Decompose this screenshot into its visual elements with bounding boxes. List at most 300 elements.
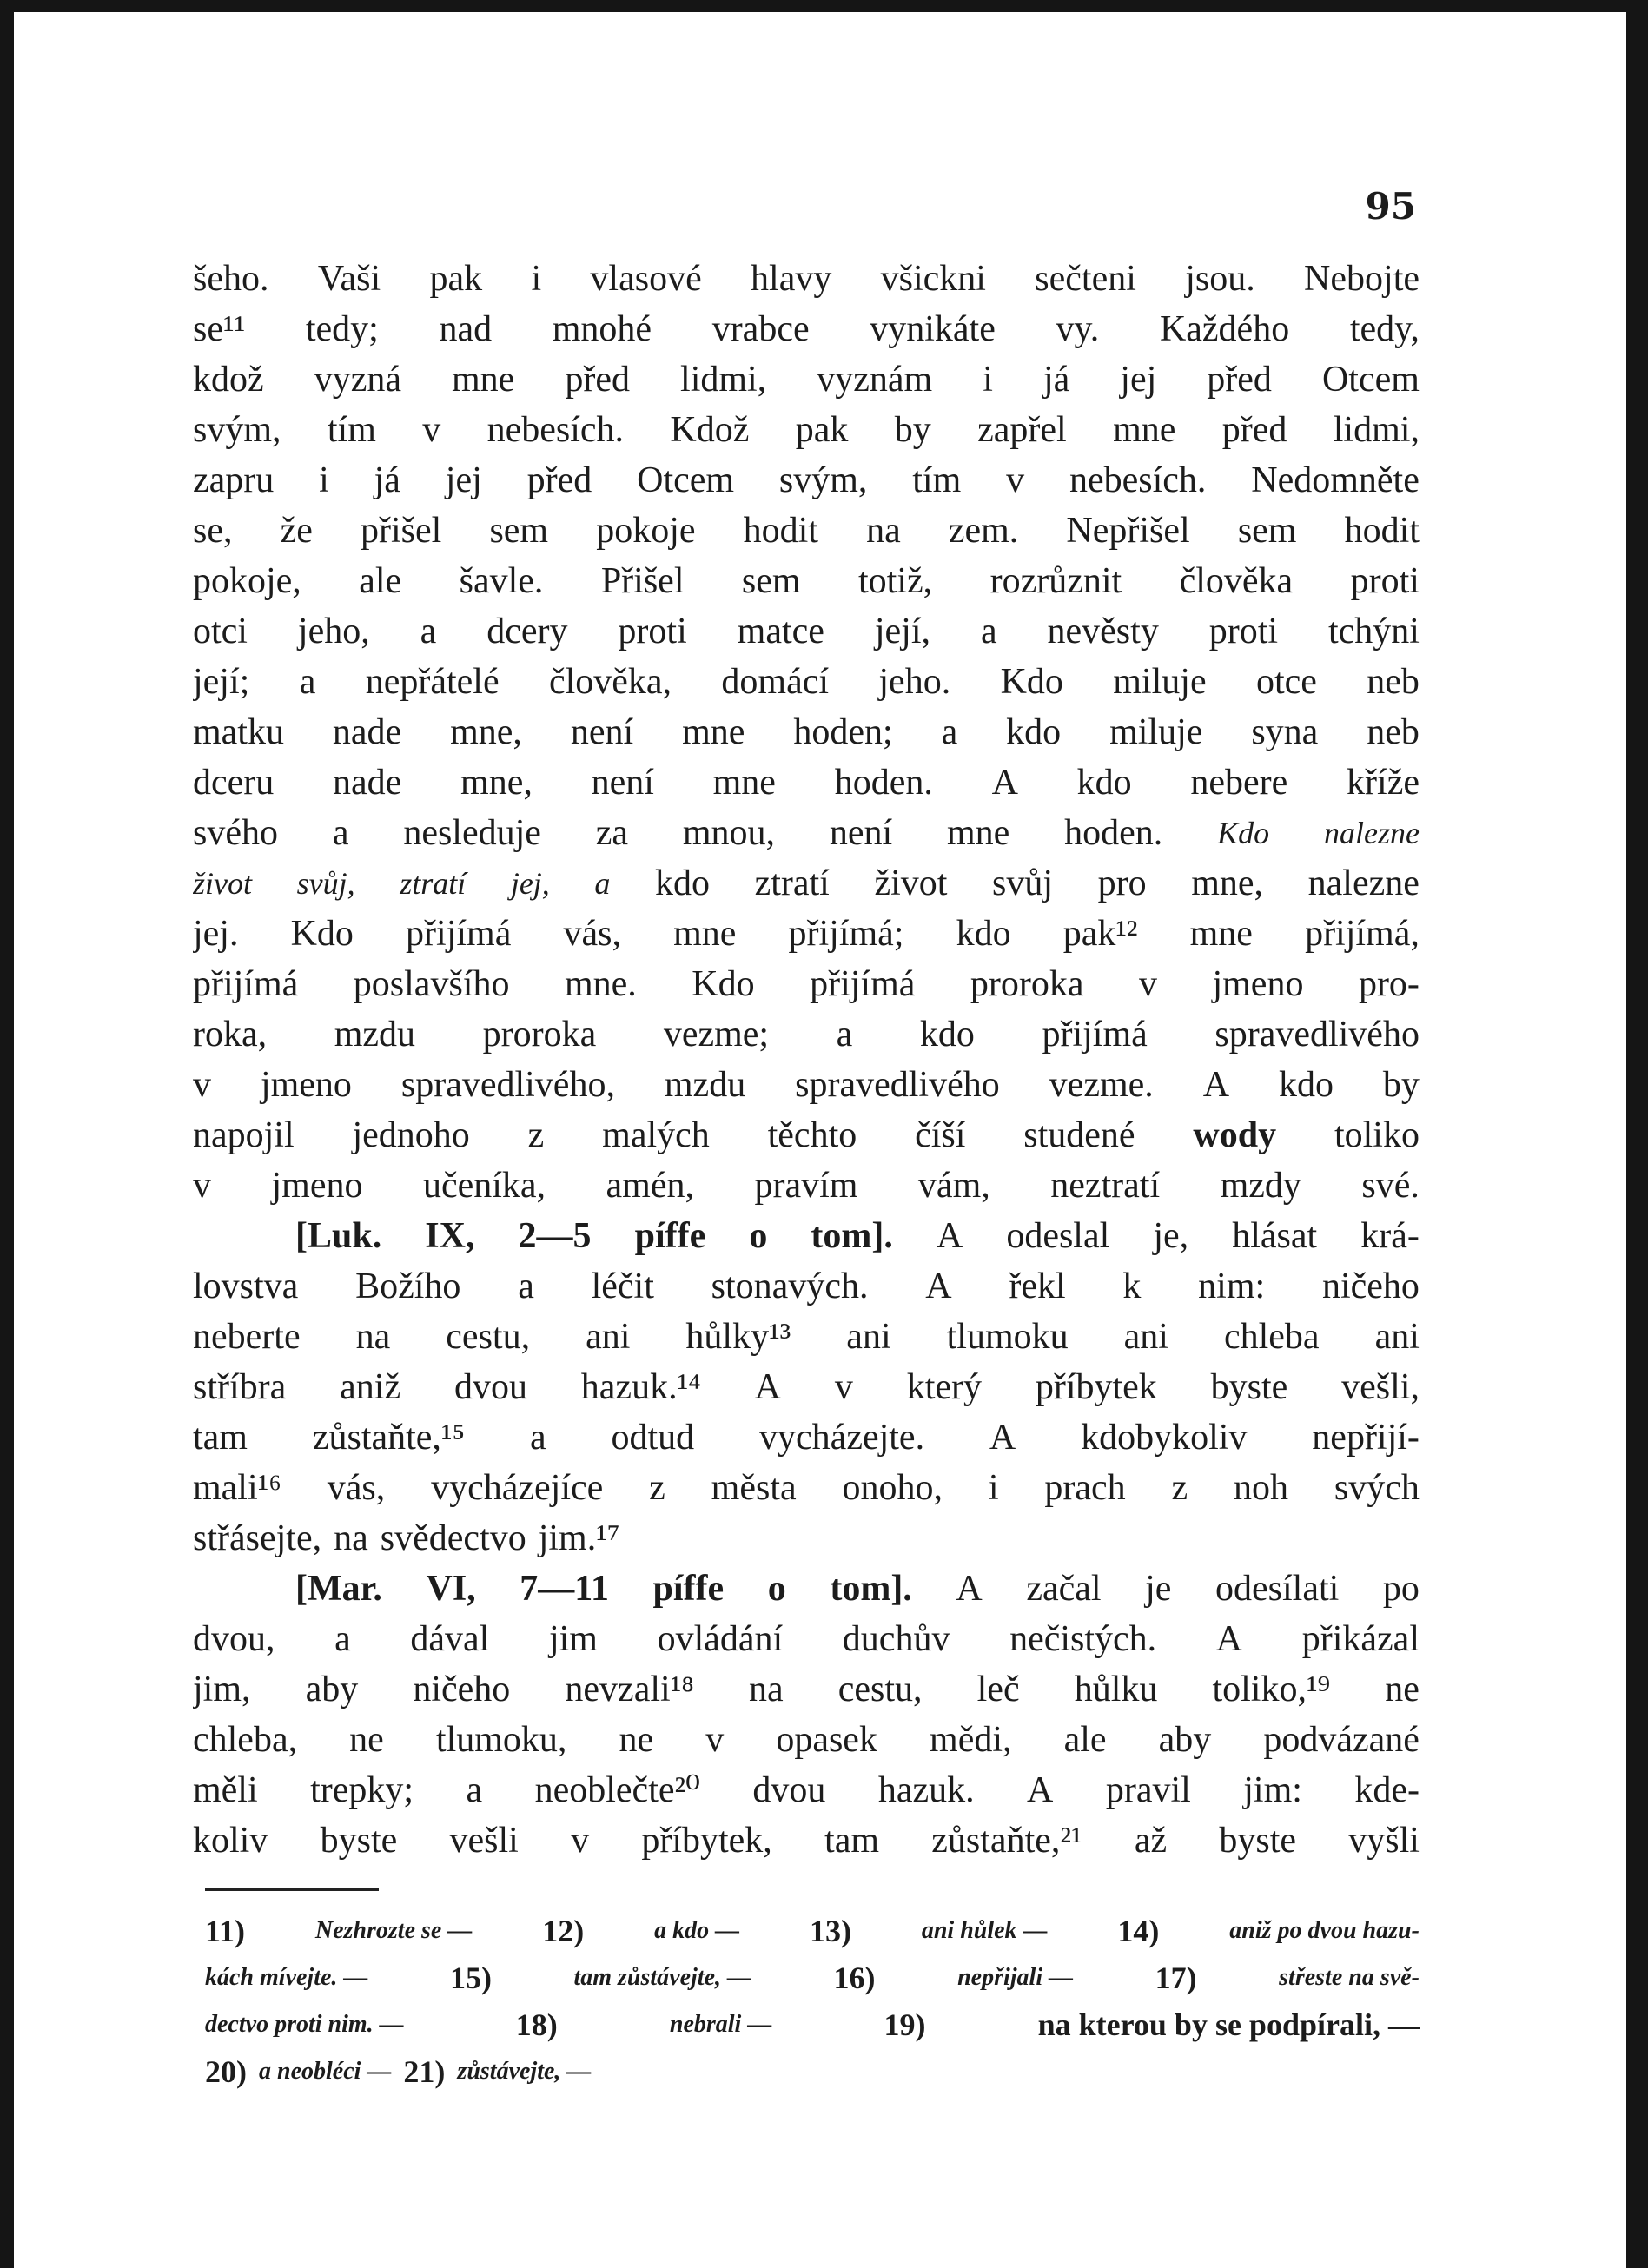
word: z <box>649 1468 665 1508</box>
word: tom]. <box>830 1569 912 1609</box>
word: napojil <box>193 1115 295 1155</box>
text-line <box>193 959 1420 1009</box>
word: aby <box>1158 1720 1212 1760</box>
word: dvou <box>752 1770 826 1810</box>
word: nevěsty <box>1047 612 1159 651</box>
word: zapru <box>193 460 275 500</box>
footnotes <box>205 1908 1420 2095</box>
word: začal <box>1026 1569 1102 1609</box>
word: noh <box>1234 1468 1289 1508</box>
word: v <box>193 1166 211 1206</box>
word: neberte <box>193 1317 301 1357</box>
word: se, <box>193 511 233 551</box>
word: A <box>754 1367 781 1407</box>
word: jeho, <box>297 612 370 651</box>
word: píffe <box>652 1569 725 1609</box>
text-line <box>193 1513 1420 1564</box>
word: aniž <box>340 1367 401 1407</box>
text-line <box>193 1211 1420 1261</box>
word: život <box>874 863 948 903</box>
word: mnou, <box>682 813 776 853</box>
word: hůlky¹³ <box>685 1317 791 1357</box>
word: neoblečte²⁰ <box>534 1770 700 1810</box>
word: spravedlivého <box>1214 1015 1420 1055</box>
text-line <box>193 556 1420 606</box>
word: tedy; <box>305 309 379 349</box>
word: mne <box>452 360 515 400</box>
word: tím <box>912 460 962 500</box>
word: mne. <box>564 964 637 1004</box>
word: před <box>565 360 630 400</box>
footnote-text: Nezhrozte se — <box>314 1917 473 1944</box>
word: jmeno <box>260 1065 352 1105</box>
text-line <box>193 1160 1420 1211</box>
text-line <box>193 858 1420 909</box>
word: nečistých. <box>1009 1619 1157 1659</box>
word: spravedlivého <box>795 1065 1000 1105</box>
scan-border-right <box>1626 0 1648 2268</box>
word: pak¹² <box>1062 914 1138 954</box>
word: kdo <box>1076 763 1132 803</box>
word: Kdo <box>1000 662 1063 702</box>
word: že <box>280 511 313 551</box>
word: za <box>595 813 629 853</box>
word: zapřel <box>977 410 1067 450</box>
word: jej. <box>193 914 239 954</box>
word: 7—11 <box>520 1569 609 1609</box>
word: ani <box>586 1317 631 1357</box>
word: vám, <box>917 1166 990 1206</box>
word: i <box>983 360 993 400</box>
word: jim: <box>1243 1770 1302 1810</box>
word: kdo <box>654 863 710 903</box>
word: mne <box>673 914 737 954</box>
word: své. <box>1361 1166 1420 1206</box>
word: člověka <box>1179 561 1294 601</box>
word: jej, <box>510 866 550 901</box>
word: píffe <box>634 1216 706 1256</box>
text-line <box>193 405 1420 455</box>
text-line <box>193 455 1420 506</box>
word: o <box>767 1569 786 1609</box>
text-line <box>193 1564 1420 1614</box>
word: v <box>571 1821 590 1861</box>
word: kde- <box>1354 1770 1420 1810</box>
footnote-number: 14) <box>1117 1914 1160 1948</box>
word: kdo <box>1278 1065 1334 1105</box>
word: přijímá <box>810 964 916 1004</box>
word: kdo <box>956 914 1011 954</box>
main-text <box>193 254 1420 1866</box>
word: lovstva <box>193 1266 299 1306</box>
word: kdo <box>1006 712 1062 752</box>
word: na <box>355 1317 391 1357</box>
word: by <box>1382 1065 1420 1105</box>
word: dvou <box>453 1367 527 1407</box>
word: i <box>988 1468 999 1508</box>
word: sem <box>489 511 549 551</box>
word: kdož <box>193 360 264 400</box>
word: zůstaňte,²¹ <box>931 1821 1082 1861</box>
word: Otcem <box>1321 360 1420 400</box>
word: toliko,¹⁹ <box>1212 1670 1331 1709</box>
word: a <box>980 612 997 651</box>
word: nebesích. <box>486 410 625 450</box>
word: malých <box>602 1115 710 1155</box>
word: Kdo <box>1217 816 1270 850</box>
word: pro- <box>1358 964 1420 1004</box>
word: Kdo <box>692 964 755 1004</box>
word: na <box>749 1670 784 1709</box>
word: ani <box>1374 1317 1420 1357</box>
word: učeníka, <box>422 1166 546 1206</box>
word: vyznám <box>817 360 933 400</box>
word: šavle. <box>459 561 544 601</box>
footnote-number: 19) <box>884 2007 926 2042</box>
word: otce <box>1255 662 1317 702</box>
word: ne <box>349 1720 384 1760</box>
word: Nebojte <box>1304 259 1420 299</box>
word: mne, <box>460 763 533 803</box>
word: příbytek <box>1035 1367 1157 1407</box>
footnote-number: 11) <box>205 1914 246 1948</box>
word: je <box>1145 1569 1172 1609</box>
word: tlumoku <box>946 1317 1069 1357</box>
word: hlavy <box>751 259 832 299</box>
word: jsou. <box>1185 259 1255 299</box>
text-line <box>193 909 1420 959</box>
word: nade <box>332 712 402 752</box>
word: A <box>956 1569 983 1609</box>
footnote-divider <box>205 1888 379 1891</box>
word: mědi, <box>930 1720 1012 1760</box>
word: opasek <box>776 1720 877 1760</box>
footnote-number: 21) <box>403 2054 446 2089</box>
text-line <box>193 606 1420 657</box>
word: svým, <box>193 410 281 450</box>
text-line <box>193 657 1420 707</box>
word: přijímá, <box>1305 914 1420 954</box>
word: pak <box>429 259 483 299</box>
word: toliko <box>1334 1115 1420 1155</box>
word: přijímá; <box>788 914 904 954</box>
word: vešli, <box>1341 1367 1420 1407</box>
text-line <box>193 808 1420 858</box>
word: nad <box>439 309 493 349</box>
word: totiž, <box>858 561 933 601</box>
word: hlásat <box>1232 1216 1318 1256</box>
word: tlumoku, <box>435 1720 567 1760</box>
word: studené <box>1023 1115 1135 1155</box>
word: svůj <box>992 863 1054 903</box>
word: hazuk.¹⁴ <box>580 1367 701 1407</box>
word: IX, <box>425 1216 475 1256</box>
word: před <box>526 460 592 500</box>
word: koliv <box>193 1821 268 1861</box>
word: sečteni <box>1035 259 1136 299</box>
word: odeslal <box>1006 1216 1110 1256</box>
word: města <box>711 1468 797 1508</box>
word: proroka <box>970 964 1084 1004</box>
word: 2—5 <box>518 1216 592 1256</box>
word: tam <box>193 1418 248 1458</box>
word: zůstaňte,¹⁵ <box>312 1418 466 1458</box>
page-number: 95 <box>1365 185 1416 228</box>
word: mne, <box>1191 863 1264 903</box>
word: po <box>1382 1569 1420 1609</box>
word: A <box>991 763 1018 803</box>
footnote-line <box>205 1908 1420 1954</box>
word: proroka <box>482 1015 597 1055</box>
text-line <box>193 1312 1420 1362</box>
word: vrabce <box>711 309 810 349</box>
word: A <box>936 1216 963 1256</box>
word: Vaši <box>317 259 381 299</box>
footnote-text: dectvo proti nim. — <box>205 2011 404 2038</box>
word: proti <box>1208 612 1279 651</box>
word: který <box>906 1367 982 1407</box>
word: nepřijí- <box>1312 1418 1420 1458</box>
word: pravím <box>754 1166 858 1206</box>
word: jeho. <box>878 662 951 702</box>
word: byste <box>1210 1367 1288 1407</box>
word: a <box>530 1418 546 1458</box>
text-line <box>193 1664 1420 1715</box>
word: její; <box>193 662 250 702</box>
word: z <box>1171 1468 1188 1508</box>
word: na <box>866 511 901 551</box>
word: domácí <box>721 662 830 702</box>
word: v <box>834 1367 853 1407</box>
word: není <box>829 813 893 853</box>
word: nalezne <box>1323 816 1420 850</box>
footnote-text: nepřijali — <box>957 1964 1074 1991</box>
word: aby <box>305 1670 359 1709</box>
word: ani <box>1123 1317 1168 1357</box>
word: miluje <box>1109 712 1203 752</box>
word: jednoho <box>352 1115 470 1155</box>
footnote-text: nebrali — <box>669 2011 772 2038</box>
word: vynikáte <box>870 309 996 349</box>
word: svého <box>193 813 278 853</box>
footnote-number: 18) <box>515 2007 558 2042</box>
word: jim, <box>193 1670 251 1709</box>
word: poslavšího <box>353 964 510 1004</box>
word: kříže <box>1347 763 1420 803</box>
word: až <box>1134 1821 1168 1861</box>
word: na <box>334 1518 368 1558</box>
footnote-number: 15) <box>449 1961 492 1995</box>
word: ztratí <box>754 863 830 903</box>
word: přijímá <box>406 914 512 954</box>
word: vešli <box>449 1821 519 1861</box>
footnote-text: a neobléci — <box>259 2058 392 2085</box>
word: nebesích. <box>1069 460 1207 500</box>
word: pak <box>795 410 849 450</box>
footnote-text: zůstávejte, — <box>457 2058 592 2085</box>
word: sem <box>1237 511 1297 551</box>
word: byste <box>320 1821 398 1861</box>
word: jmeno <box>271 1166 363 1206</box>
word: matku <box>193 712 284 752</box>
word: tím <box>327 410 376 450</box>
word: cestu, <box>446 1317 531 1357</box>
word: hoden. <box>1064 813 1163 853</box>
word: by <box>894 410 931 450</box>
text-line <box>193 1463 1420 1513</box>
footnote-line <box>205 2001 1420 2048</box>
word: jim <box>548 1619 598 1659</box>
word: VI, <box>426 1569 476 1609</box>
text-line <box>193 707 1420 757</box>
word: ne <box>619 1720 654 1760</box>
word: ne <box>1385 1670 1420 1709</box>
word: mzdy <box>1220 1166 1301 1206</box>
word: dcery <box>486 612 568 651</box>
word: proti <box>1350 561 1420 601</box>
word: nesleduje <box>403 813 541 853</box>
word: otci <box>193 612 248 651</box>
word: vezme; <box>663 1015 770 1055</box>
text-line <box>193 1362 1420 1412</box>
word: vycházejte. <box>759 1418 925 1458</box>
word: hodit <box>743 511 818 551</box>
text-line <box>193 1261 1420 1312</box>
word: z <box>527 1115 545 1155</box>
word: vycházejíce <box>431 1468 604 1508</box>
word: stříbra <box>193 1367 287 1407</box>
word: syna <box>1251 712 1319 752</box>
word: nepřátelé <box>365 662 500 702</box>
word: měli <box>193 1770 258 1810</box>
word: k <box>1122 1266 1142 1306</box>
footnote-text: ani hůlek — <box>921 1917 1048 1944</box>
word: vás, <box>327 1468 386 1508</box>
text-line <box>193 1765 1420 1815</box>
word: jej <box>445 460 482 500</box>
word: mne, <box>450 712 522 752</box>
word: před <box>1207 360 1272 400</box>
word: ale <box>359 561 402 601</box>
word: krá- <box>1360 1216 1420 1256</box>
word: život <box>193 866 252 901</box>
word: není <box>591 763 654 803</box>
word: a <box>420 612 437 651</box>
footnote-line <box>205 2048 1420 2095</box>
word: proti <box>618 612 687 651</box>
word: a <box>594 866 611 901</box>
word: v <box>1138 964 1157 1004</box>
word: odesílati <box>1215 1569 1340 1609</box>
word: A <box>1202 1065 1230 1105</box>
text-line <box>193 1715 1420 1765</box>
word: mnohé <box>552 309 652 349</box>
word: duchův <box>842 1619 950 1659</box>
word: tam <box>824 1821 880 1861</box>
word: neb <box>1367 662 1420 702</box>
word: [Mar. <box>295 1569 382 1609</box>
word: vyzná <box>314 360 401 400</box>
word: je, <box>1153 1216 1189 1256</box>
word: lidmi, <box>1333 410 1420 450</box>
word: chleba <box>1223 1317 1320 1357</box>
word: kdo <box>919 1015 975 1055</box>
word: A <box>989 1418 1016 1458</box>
word: zem. <box>948 511 1019 551</box>
word: hoden. <box>834 763 933 803</box>
word: byste <box>1219 1821 1297 1861</box>
word: hodit <box>1344 511 1420 551</box>
word: podvázané <box>1263 1720 1420 1760</box>
word: hazuk. <box>877 1770 975 1810</box>
word: jej <box>1120 360 1157 400</box>
word: před <box>1221 410 1287 450</box>
word: přijímá <box>1042 1015 1148 1055</box>
word: mne <box>947 813 1010 853</box>
word: číší <box>915 1115 966 1155</box>
word: nevzali¹⁸ <box>565 1670 694 1709</box>
word: A <box>925 1266 952 1306</box>
text-line <box>193 757 1420 808</box>
word: pravil <box>1105 1770 1191 1810</box>
word: pokoje, <box>193 561 301 601</box>
word: ničeho <box>1321 1266 1420 1306</box>
word: hoden; <box>793 712 893 752</box>
footnote-text: na kterou by se podpírali, — <box>1037 2007 1420 2042</box>
word: se¹¹ <box>193 309 246 349</box>
word: a <box>941 712 958 752</box>
word: v <box>705 1720 725 1760</box>
word: nade <box>333 763 402 803</box>
word: A <box>1027 1770 1054 1810</box>
word: kdobykoliv <box>1081 1418 1248 1458</box>
word: neztratí <box>1050 1166 1161 1206</box>
word: mne <box>712 763 776 803</box>
word: A <box>1215 1619 1243 1659</box>
word: odtud <box>611 1418 695 1458</box>
word: mzdu <box>334 1015 416 1055</box>
footnote-text: tam zůstávejte, — <box>573 1964 752 1991</box>
word: v <box>193 1065 211 1105</box>
word: ale <box>1063 1720 1107 1760</box>
word: a <box>466 1770 483 1810</box>
word: nim: <box>1198 1266 1266 1306</box>
word: [Luk. <box>295 1216 382 1256</box>
word: dceru <box>193 763 275 803</box>
word: Kdož <box>670 410 750 450</box>
footnote-number: 12) <box>542 1914 585 1948</box>
word: mne <box>1113 410 1176 450</box>
word: a <box>332 813 349 853</box>
word: Každého <box>1159 309 1290 349</box>
word: i <box>531 259 542 299</box>
word: Otcem <box>637 460 735 500</box>
word: tchýni <box>1327 612 1420 651</box>
text-line <box>193 254 1420 304</box>
word: a <box>299 662 316 702</box>
footnote-number: 16) <box>833 1961 876 1995</box>
word: stonavých. <box>711 1266 869 1306</box>
word: spravedlivého, <box>400 1065 615 1105</box>
word: o <box>749 1216 768 1256</box>
word: rozrůznit <box>989 561 1122 601</box>
word: svůj, <box>296 866 355 901</box>
word: není <box>570 712 634 752</box>
word: vezme. <box>1049 1065 1154 1105</box>
word: tom]. <box>811 1216 893 1256</box>
word: člověka, <box>548 662 672 702</box>
word: vyšli <box>1348 1821 1420 1861</box>
